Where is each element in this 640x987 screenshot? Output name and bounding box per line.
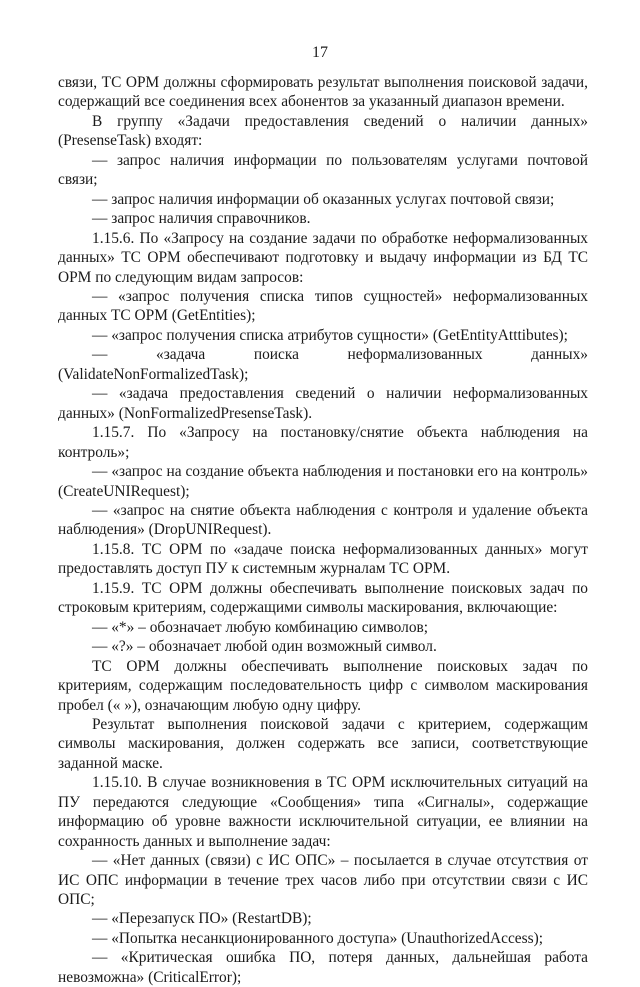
- list-item: — «задача поиска неформализованных данных» (ValidateNonFormalizedTask);: [58, 346, 588, 383]
- document-body: [58, 73, 588, 987]
- paragraph: 1.15.9. ТС ОРМ должны обеспечивать выполнение поисковых задач по строковым критериям, содержащими символы маскирования, включающие:: [58, 579, 588, 617]
- list-item: — «запрос на создание объекта наблюдения и постановки его на контроль» (CreateUNIRequest);: [58, 463, 588, 500]
- list-item: — «*» – обозначает любую комбинацию символов;: [92, 618, 429, 636]
- list-item: — «Критическая ошибка ПО, потеря данных, дальнейшая работа невозможна» (CriticalError);: [58, 949, 588, 986]
- paragraph: Результат выполнения поисковой задачи с критерием, содержащим символы маскирования, должен содержать все записи, соответствующие заданной маске.: [58, 715, 588, 772]
- paragraph: 1.15.8. ТС ОРМ по «задаче поиска неформализованных данных» могут предоставлять доступ ПУ к системным журналам ТС ОРМ.: [58, 540, 588, 578]
- list-item: — «?» – обозначает любой один возможный символ.: [92, 638, 437, 656]
- list-item: — «запрос получения списка атрибутов сущности» (GetEntityAtttibutes);: [92, 326, 568, 344]
- list-item: — «запрос получения списка типов сущностей» неформализованных данных ТС ОРМ (GetEntities);: [58, 287, 588, 325]
- list-item: — «Нет данных (связи) с ИС ОПС» – посылается в случае отсутствия от ИС ОПС информации в течение трех часов либо при отсутствии связи с ИС ОПС;: [58, 852, 588, 909]
- list-item: — запрос наличия информации об оказанных услугах почтовой связи;: [92, 190, 555, 208]
- list-item: — запрос наличия справочников.: [92, 210, 311, 228]
- paragraph: 1.15.7. По «Запросу на постановку/снятие объекта наблюдения на контроль»;: [58, 424, 588, 461]
- page-number: 17: [312, 44, 328, 61]
- paragraph: связи, ТС ОРМ должны сформировать результат выполнения поисковой задачи, содержащий все соединения всех абонентов за указанный диапазон времени.: [58, 74, 588, 111]
- paragraph: В группу «Задачи предоставления сведений о наличии данных» (PresenseTask) входят:: [58, 112, 588, 150]
- list-item: — «Попытка несанкционированного доступа» (UnauthorizedAccess);: [92, 929, 543, 947]
- list-item: — «запрос на снятие объекта наблюдения с контроля и удаление объекта наблюдения» (DropUNIRequest).: [58, 501, 588, 539]
- paragraph: 1.15.6. По «Запросу на создание задачи по обработке неформализованных данных» ТС ОРМ обеспечивают подготовку и выдачу информации из БД ТС ОРМ по следующим видам запросов:: [58, 229, 588, 286]
- paragraph: 1.15.10. В случае возникновения в ТС ОРМ исключительных ситуаций на ПУ передаются следующие «Сообщения» типа «Сигналы», содержащие информацию об уровне важности исключительной ситуации, ее влиянии на сохранность данных и выполнение задач:: [58, 774, 588, 850]
- list-item: — «Перезапуск ПО» (RestartDB);: [92, 910, 312, 928]
- list-item: — «задача предоставления сведений о наличии неформализованных данных» (NonFormalizedPresenseTask).: [58, 385, 588, 422]
- paragraph: ТС ОРМ должны обеспечивать выполнение поисковых задач по критериям, содержащим последовательность цифр с символом маскирования пробел (« »), означающим любую одну цифру.: [58, 657, 588, 714]
- list-item: — запрос наличия информации по пользователям услугами почтовой связи;: [58, 151, 588, 189]
